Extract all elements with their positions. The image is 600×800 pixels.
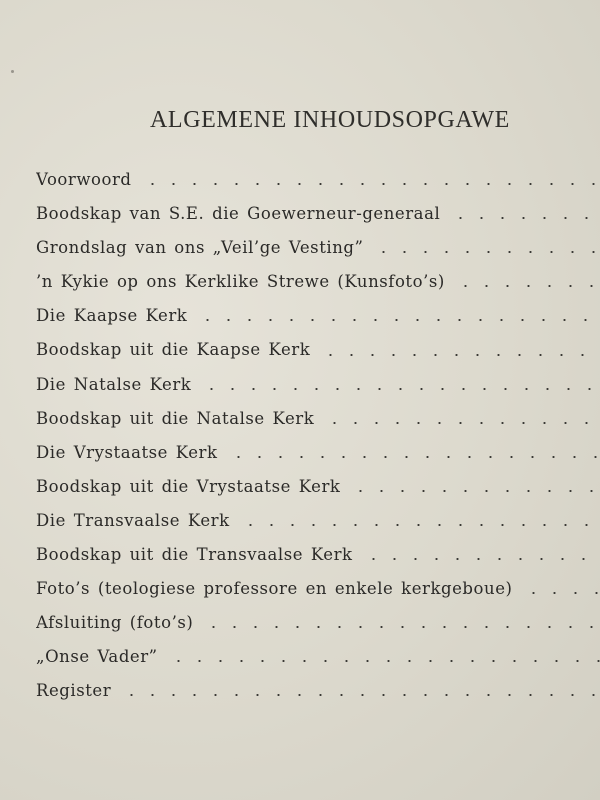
toc-entry	[36, 197, 600, 231]
toc-entry	[36, 572, 600, 606]
toc-entry	[36, 231, 600, 265]
toc-entry-title: Boodskap uit die Transvaalse Kerk	[36, 545, 353, 565]
toc-entry-title: Foto’s (teologiese professore en enkele kerkgeboue)	[36, 579, 513, 599]
dot-leader	[203, 626, 600, 628]
toc-entry-title: Die Vrystaatse Kerk	[36, 442, 218, 462]
toc-entry	[36, 333, 600, 367]
toc-entry	[36, 265, 600, 299]
toc-entry	[36, 299, 600, 333]
dot-leader	[201, 388, 600, 390]
toc-entry	[36, 470, 600, 504]
dot-leader	[523, 592, 600, 594]
dot-leader	[142, 183, 600, 185]
dot-leader	[373, 251, 600, 253]
toc-entry-title: Boodskap van S.E. die Goewerneur-generaal	[36, 204, 441, 224]
page-title: ALGEMENE INHOUDSOPGAWE	[150, 107, 510, 133]
toc-entry	[36, 504, 600, 538]
toc-entry	[36, 674, 600, 708]
dot-leader	[320, 354, 600, 356]
toc-entry-title: Boodskap uit die Natalse Kerk	[36, 408, 315, 428]
toc-entry	[36, 402, 600, 436]
toc-entry-title: Die Natalse Kerk	[36, 374, 192, 394]
toc-entry-title: Die Transvaalse Kerk	[36, 510, 230, 530]
dot-leader	[121, 694, 600, 696]
dot-leader	[197, 319, 600, 321]
toc-entry-title: ’n Kykie op ons Kerklike Strewe (Kunsfoto’s)	[36, 272, 445, 292]
dot-leader	[228, 456, 600, 458]
toc-entry-title: Die Kaapse Kerk	[36, 306, 188, 326]
dot-leader	[240, 524, 600, 526]
dot-leader	[350, 490, 600, 492]
toc-entry	[36, 538, 600, 572]
toc-entry-title: Boodskap uit die Vrystaatse Kerk	[36, 476, 341, 496]
table-of-contents	[36, 163, 600, 709]
dot-leader	[363, 558, 600, 560]
toc-entry	[36, 436, 600, 470]
toc-entry-title: Register	[36, 681, 112, 701]
dot-leader	[455, 285, 600, 287]
toc-entry	[36, 640, 600, 674]
toc-entry-title: Voorwoord	[36, 170, 132, 189]
page-speck	[11, 70, 14, 73]
dot-leader	[168, 660, 600, 662]
dot-leader	[324, 422, 600, 424]
toc-entry-title: Afsluiting (foto’s)	[36, 613, 194, 633]
toc-entry-title: Boodskap uit die Kaapse Kerk	[36, 340, 311, 360]
toc-entry	[36, 606, 600, 640]
toc-entry	[36, 368, 600, 402]
dot-leader	[450, 217, 600, 219]
toc-entry-title: „Onse Vader”	[36, 647, 158, 667]
toc-entry-title: Grondslag van ons „Veil’ge Vesting”	[36, 238, 364, 258]
toc-entry	[36, 163, 600, 197]
